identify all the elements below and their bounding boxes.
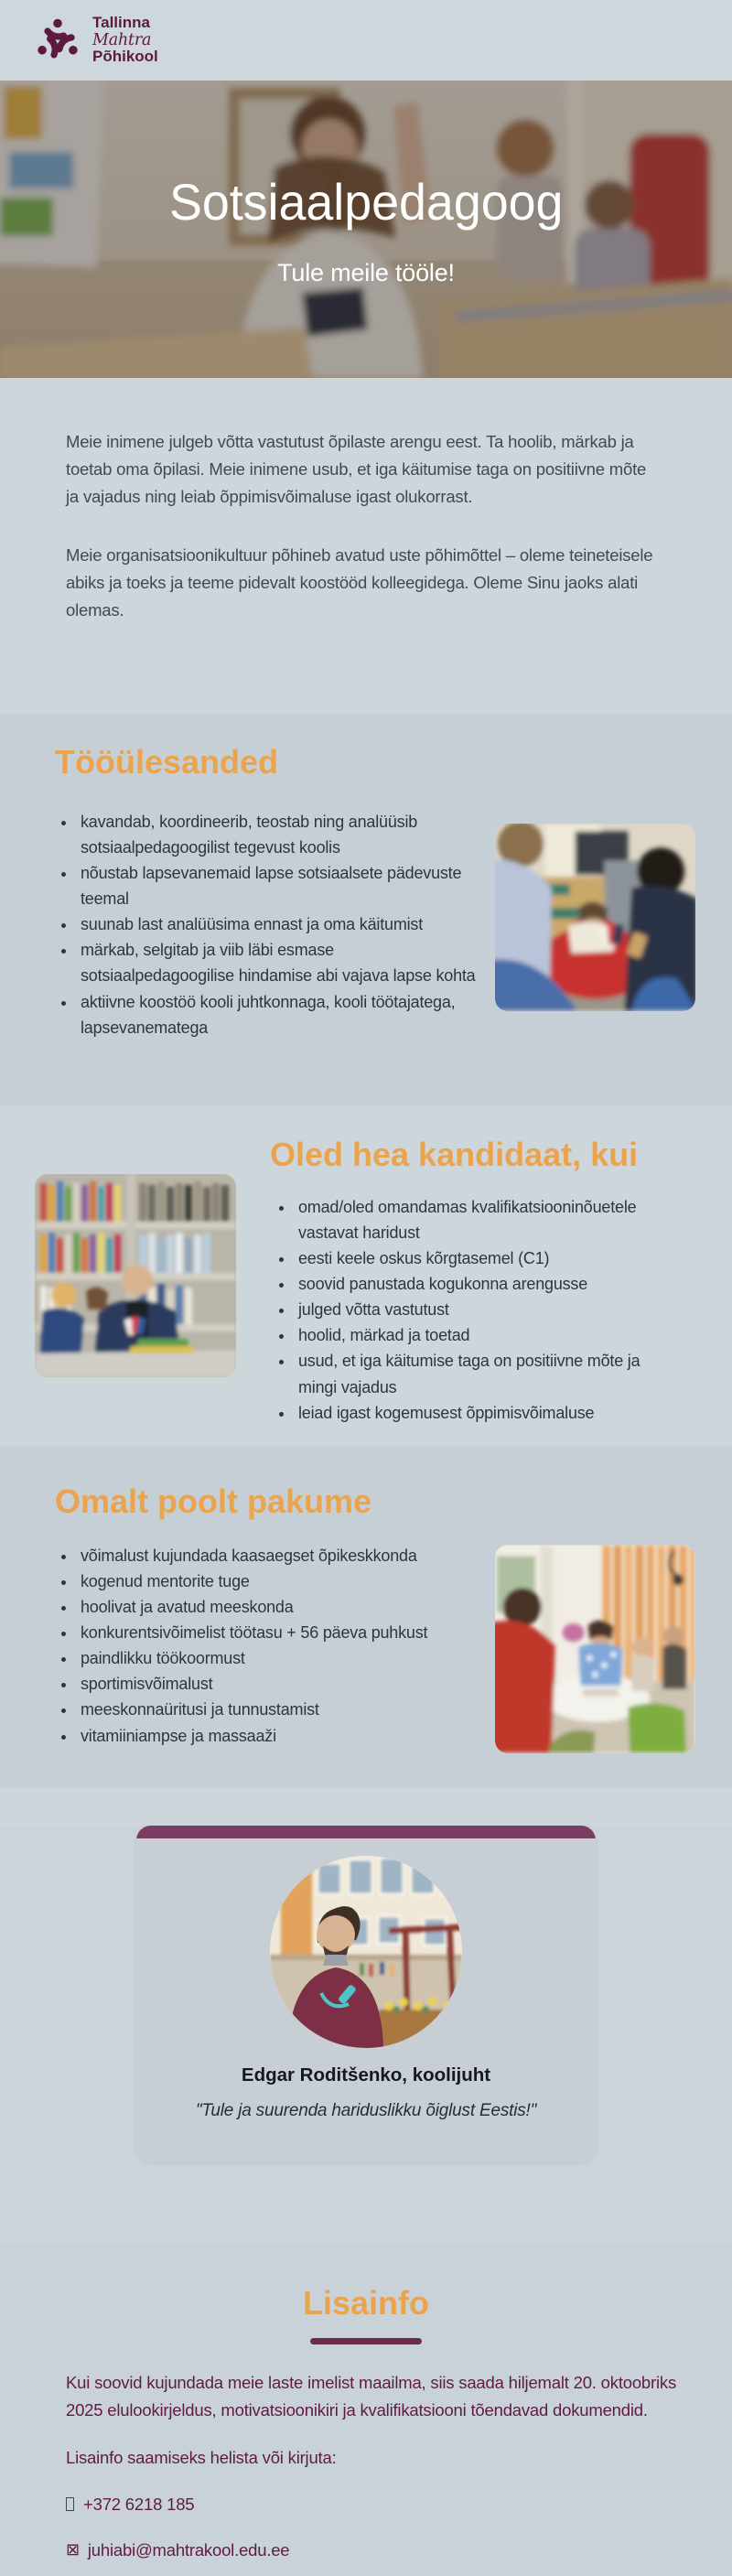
photo-students-beanbag	[495, 824, 695, 1011]
intro-paragraph-2: Meie organisatsioonikultuur põhineb avatud uste põhimõttel – oleme teineteisele abiks ja toeks ja teeme pidevalt koostööd kolleegidega. Oleme Sinu jaoks alati olemas.	[66, 544, 653, 620]
candidate-section	[0, 1105, 732, 1446]
candidate-list	[273, 1194, 661, 1426]
tasks-heading: Tööülesanded	[55, 743, 279, 781]
list-item: • soovid panustada kogukonna arengusse	[295, 1271, 661, 1297]
lisainfo-heading: Lisainfo	[302, 2284, 429, 2322]
email-line	[66, 2537, 677, 2564]
school-logo-text	[92, 15, 158, 66]
list-item: • paindlikku töökoormust	[77, 1645, 480, 1671]
list-item: • nõustab lapsevanemaid lapse sotsiaalsete pädevuste teemal	[77, 860, 480, 911]
list-item: • hoolivat ja avatud meeskonda	[77, 1594, 480, 1620]
list-item: • võimalust kujundada kaasaegset õpikeskkonda	[77, 1543, 480, 1568]
email-link[interactable]: juhiabi@mahtrakool.edu.ee	[87, 2540, 290, 2560]
list-item: • hoolid, märkad ja toetad	[295, 1322, 661, 1348]
phone-line	[66, 2491, 677, 2518]
candidate-heading: Oled hea kandidaat, kui	[270, 1136, 639, 1173]
lisainfo-body	[66, 2369, 677, 2564]
photo-principal-portrait	[270, 1856, 462, 2048]
contact-prompt: Lisainfo saamiseks helista või kirjuta:	[66, 2448, 337, 2468]
list-item: • eesti keele oskus kõrgtasemel (C1)	[295, 1245, 661, 1271]
offer-heading: Omalt poolt pakume	[55, 1482, 372, 1520]
principal-quote-card	[136, 1826, 596, 2162]
hero-subtitle: Tule meile tööle!	[277, 258, 455, 286]
intro-section	[0, 378, 732, 714]
principal-name: Edgar Roditšenko, koolijuht	[241, 2064, 491, 2086]
email-icon: ⊠	[66, 2539, 80, 2560]
list-item: • vitamiiniampse ja massaaži	[77, 1723, 480, 1749]
principal-quote: "Tule ja suurenda hariduslikku õiglust Eestis!"	[195, 2101, 537, 2120]
application-instructions: Kui soovid kujundada meie laste imelist maailma, siis saada hiljemalt 20. oktoobriks 2025 elulookirjeldus, motivatsioonikiri ja kvalifikatsiooni tõendavad dokumendid.	[66, 2373, 676, 2420]
offer-section	[0, 1446, 732, 1788]
hero-banner	[0, 81, 732, 378]
list-item: • kavandab, koordineerib, teostab ning analüüsib sotsiaalpedagoogilist tegevust koolis	[77, 809, 480, 860]
site-header	[0, 0, 732, 81]
card-accent-bar	[136, 1826, 596, 1838]
list-item: • meeskonnaüritusi ja tunnustamist	[77, 1697, 480, 1722]
principal-quote-section	[0, 1826, 732, 2243]
list-item: • julged võtta vastutust	[295, 1297, 661, 1322]
list-item: • kogenud mentorite tuge	[77, 1568, 480, 1594]
photo-staff-room	[495, 1545, 695, 1753]
page-title: Sotsiaalpedagoog	[168, 172, 564, 231]
school-logo	[35, 15, 158, 66]
list-item: • usud, et iga käitumise taga on positiivne mõte ja mingi vajadus	[295, 1348, 661, 1399]
photo-library-teacher	[35, 1174, 236, 1377]
offer-list	[55, 1543, 480, 1749]
list-item: • sportimisvõimalust	[77, 1671, 480, 1697]
phone-icon	[66, 2497, 74, 2511]
list-item: • aktiivne koostöö kooli juhtkonnaga, kooli töötajatega, lapsevanematega	[77, 989, 480, 1040]
intro-paragraph-1: Meie inimene julgeb võtta vastutust õpilaste arengu eest. Ta hoolib, märkab ja toetab oma õpilasi. Meie inimene usub, et iga käitumise taga on positiivne mõte ja vajadus ning leiab õppimisvõimaluse igast olukorrast.	[66, 432, 647, 506]
logo-type: Põhikool	[92, 48, 158, 66]
phone-link[interactable]: +372 6218 185	[83, 2494, 195, 2514]
list-item: • leiad igast kogemusest õppimisvõimaluse	[295, 1400, 661, 1426]
hero-text-block	[0, 81, 732, 378]
list-item: • suunab last analüüsima ennast ja oma käitumist	[77, 911, 480, 937]
tasks-list	[55, 809, 480, 1040]
logo-city: Tallinna	[92, 14, 150, 32]
list-item: • märkab, selgitab ja viib läbi esmase sotsiaalpedagoogilise hindamise abi vajava lapse kohta	[77, 937, 480, 988]
list-item: • omad/oled omandamas kvalifikatsiooninõuetele vastavat haridust	[295, 1194, 661, 1245]
lisainfo-section	[0, 2243, 732, 2576]
tasks-section	[0, 714, 732, 1105]
list-item: • konkurentsivõimelist töötasu + 56 päeva puhkust	[77, 1620, 480, 1645]
heading-divider	[310, 2338, 422, 2344]
school-logo-icon	[35, 16, 81, 64]
logo-name: Mahtra	[92, 30, 152, 49]
